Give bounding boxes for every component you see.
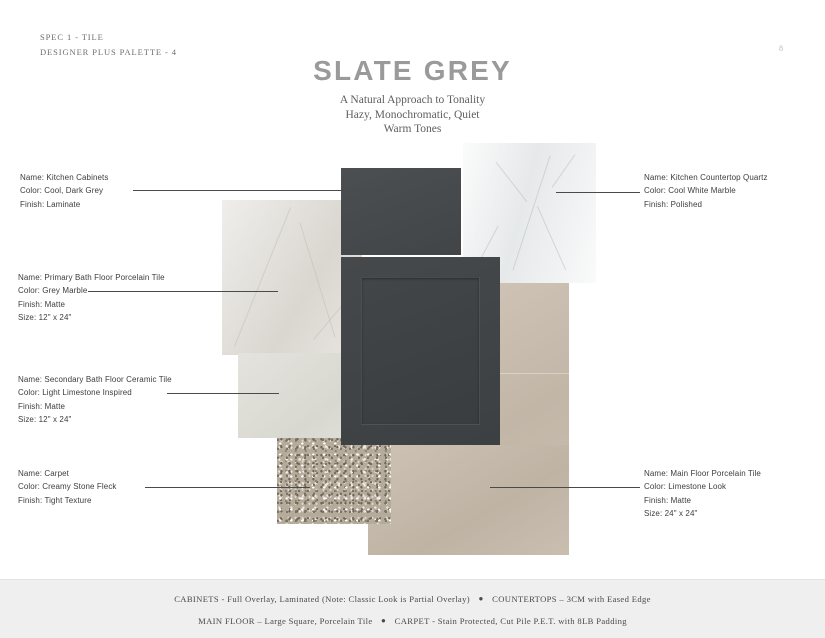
- callout-finish: Finish: Matte: [644, 495, 692, 505]
- leader-line-kitchen-countertop: [556, 192, 640, 193]
- callout-finish: Finish: Laminate: [20, 199, 81, 209]
- footer-carpet-note: CARPET - Stain Protected, Cut Pile P.E.T. with 8LB Padding: [394, 616, 627, 626]
- footer-notes: [0, 579, 825, 638]
- callout-color: Color: Light Limestone Inspired: [18, 388, 132, 398]
- subtitle-line-3: Warm Tones: [383, 123, 442, 135]
- callout-name: Name: Main Floor Porcelain Tile: [644, 469, 761, 478]
- page-number: 8: [779, 44, 783, 53]
- callout-secondary-bath-floor: [18, 373, 172, 427]
- callout-kitchen-countertop: [644, 171, 768, 211]
- swatch-carpet: [277, 438, 391, 524]
- callout-size: Size: 24" x 24": [644, 509, 698, 519]
- callout-finish: Finish: Polished: [644, 199, 703, 209]
- callout-main-floor: [644, 467, 761, 521]
- callout-color: Color: Cool White Marble: [644, 186, 736, 196]
- swatch-kitchen-cabinet-shaker-door: [341, 257, 500, 445]
- swatch-secondary-bath-floor-ceramic: [238, 353, 358, 438]
- footer-cabinets-note: CABINETS - Full Overlay, Laminated (Note: Classic Look is Partial Overlay): [174, 594, 470, 604]
- callout-color: Color: Cool, Dark Grey: [20, 186, 104, 196]
- callout-name: Name: Primary Bath Floor Porcelain Tile: [18, 273, 165, 282]
- page-title: SLATE GREY: [313, 55, 512, 86]
- footer-mainfloor-note: MAIN FLOOR – Large Square, Porcelain Tile: [198, 616, 373, 626]
- callout-color: Color: Grey Marble: [18, 286, 88, 296]
- callout-finish: Finish: Matte: [18, 401, 66, 411]
- spec-line-1: SPEC 1 - TILE: [40, 32, 104, 42]
- subtitle-line-1: A Natural Approach to Tonality: [339, 94, 486, 106]
- callout-primary-bath-floor: [18, 271, 165, 325]
- leader-line-kitchen-cabinets: [133, 190, 391, 191]
- leader-line-carpet: [145, 487, 310, 488]
- callout-finish: Finish: Matte: [18, 299, 66, 309]
- callout-name: Name: Kitchen Countertop Quartz: [644, 173, 768, 182]
- callout-size: Size: 12" x 24": [18, 313, 72, 323]
- callout-finish: Finish: Tight Texture: [18, 495, 92, 505]
- callout-size: Size: 12" x 24": [18, 415, 72, 425]
- leader-line-secondary-bath-floor: [167, 393, 279, 394]
- spec-line-2: DESIGNER PLUS PALETTE - 4: [40, 47, 177, 57]
- callout-color: Color: Limestone Look: [644, 482, 727, 492]
- footer-countertops-note: COUNTERTOPS – 3CM with Eased Edge: [492, 594, 651, 604]
- subtitle-line-2: Hazy, Monochromatic, Quiet: [345, 108, 480, 121]
- bullet-separator-icon: ●: [478, 594, 484, 603]
- swatch-kitchen-cabinet-upper-door: [341, 168, 461, 255]
- callout-carpet: [18, 467, 117, 507]
- callout-color: Color: Creamy Stone Fleck: [18, 482, 117, 492]
- callout-name: Name: Carpet: [18, 469, 69, 478]
- callout-name: Name: Kitchen Cabinets: [20, 173, 109, 182]
- bullet-separator-icon: ●: [380, 616, 387, 625]
- footer-line-2: [0, 616, 825, 626]
- callout-kitchen-cabinets: [20, 171, 108, 211]
- callout-name: Name: Secondary Bath Floor Ceramic Tile: [18, 375, 172, 384]
- leader-line-main-floor: [490, 487, 640, 488]
- footer-line-1: [0, 594, 825, 604]
- swatch-main-floor-porcelain-secondary: [368, 445, 569, 555]
